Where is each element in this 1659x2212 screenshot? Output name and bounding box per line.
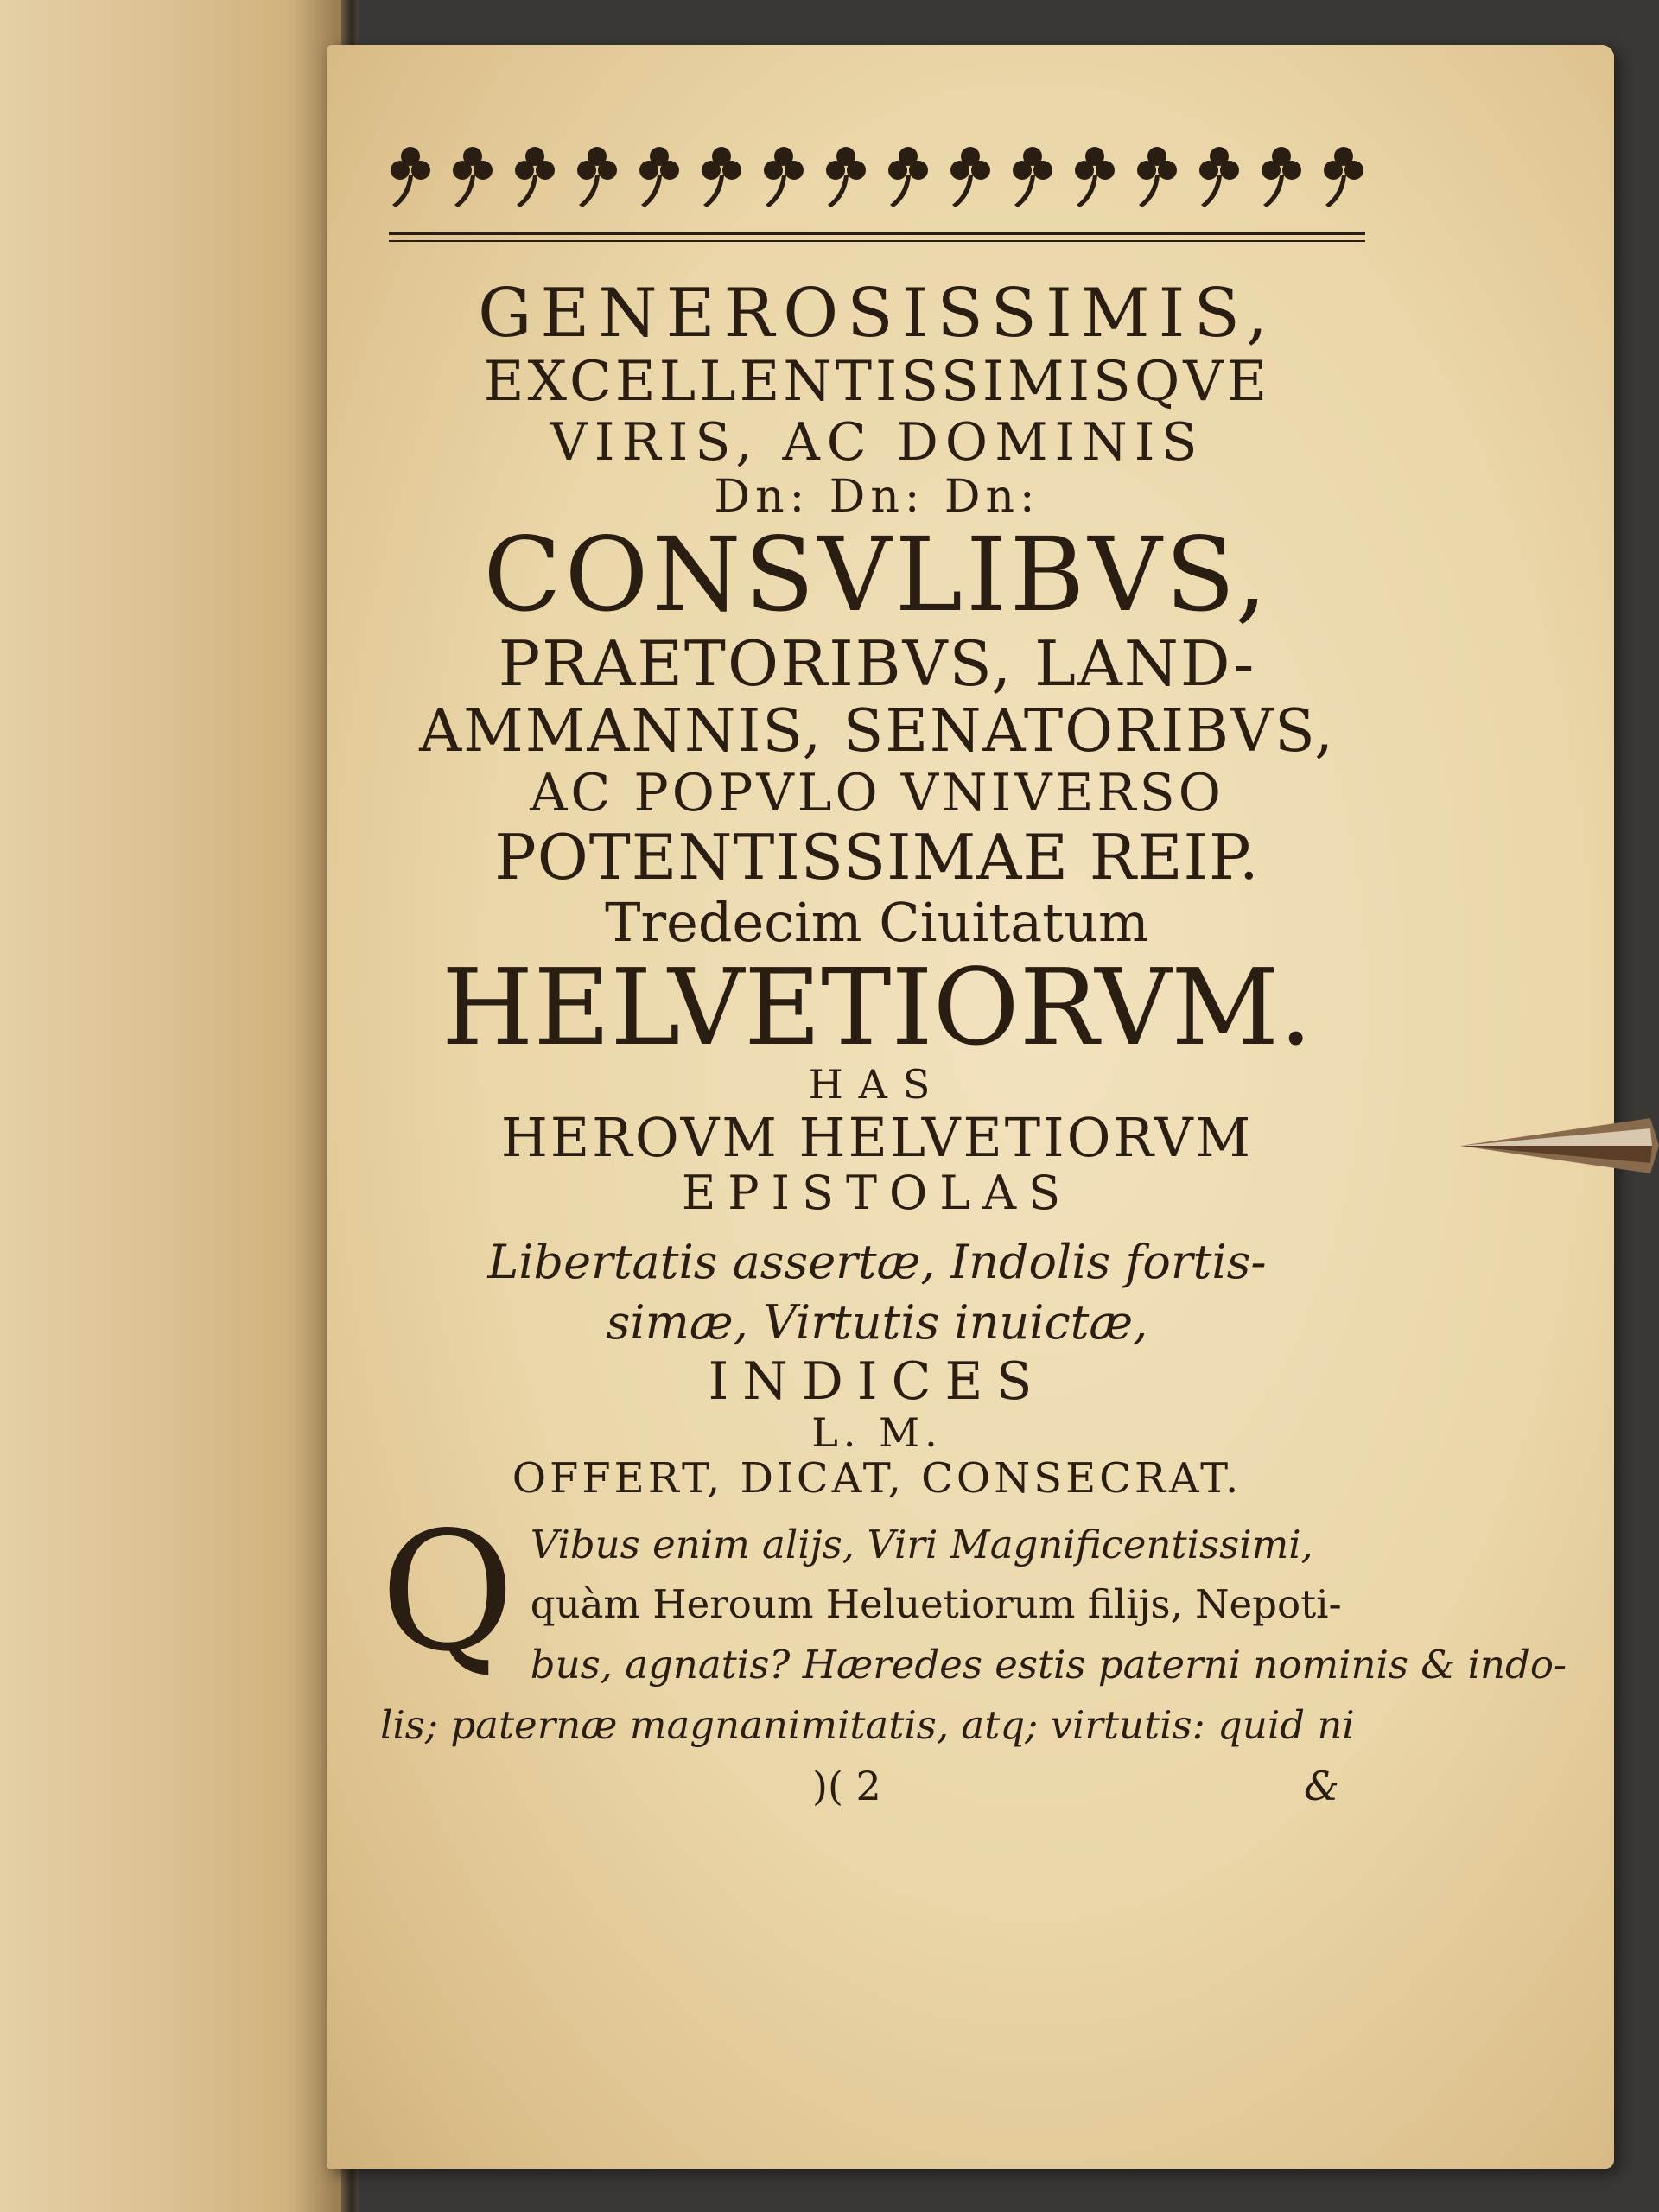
italic-line: simæ, Virtutis inuictæ,: [606, 1295, 1148, 1351]
clover-ornament-icon: [448, 143, 498, 212]
clover-ornament-icon: [385, 143, 435, 212]
body-line: Vibus enim alijs, Viri Magnificentissimi,: [530, 1521, 1313, 1567]
left-blank-page: [0, 0, 346, 2212]
initials-line: L. M.: [811, 1409, 943, 1457]
title-line: PRAETORIBVS, LAND-: [498, 627, 1256, 701]
clover-ornament-icon: [634, 143, 684, 212]
clover-ornament-icon: [696, 143, 747, 212]
clover-ornament-icon: [510, 143, 560, 212]
drop-cap: Q: [380, 1496, 515, 1688]
clover-ornament-icon: [945, 143, 995, 212]
clover-ornament-icon: [572, 143, 622, 212]
clover-ornament-icon: [1070, 143, 1120, 212]
title-line: CONSVLIBVS,: [483, 515, 1271, 635]
body-line: bus, agnatis? Hæredes estis paterni nominis & indo-: [530, 1642, 1567, 1688]
title-line: EPISTOLAS: [681, 1166, 1073, 1221]
title-line: AC POPVLO VNIVERSO: [530, 763, 1224, 824]
title-line: AMMANNIS, SENATORIBVS,: [419, 696, 1335, 766]
title-line: Tredecim Ciuitatum: [605, 890, 1149, 954]
clover-ornament-border: [380, 130, 1374, 225]
clover-ornament-icon: [1319, 143, 1369, 212]
clover-ornament-icon: [1256, 143, 1306, 212]
offert-line: OFFERT, DICAT, CONSECRAT.: [512, 1453, 1243, 1503]
ornament-rule: [389, 232, 1365, 242]
title-line: EXCELLENTISSIMISQVE: [483, 350, 1271, 415]
signature-mark: )( 2: [812, 1762, 881, 1809]
body-line: lis; paternæ magnanimitatis, atq; virtutis: quid ni: [380, 1701, 1355, 1748]
body-line: quàm Heroum Heluetiorum filijs, Nepoti-: [530, 1581, 1342, 1628]
title-line: HELVETIORVM.: [441, 946, 1313, 1070]
title-line: POTENTISSIMAE REIP.: [494, 821, 1260, 894]
clover-ornament-icon: [759, 143, 809, 212]
clover-ornament-icon: [1194, 143, 1244, 212]
page-footer: [380, 1763, 1374, 1809]
clover-ornament-icon: [1007, 143, 1058, 212]
dedication-text: [380, 1496, 1567, 1756]
page-content: [380, 130, 1567, 1809]
catchword: &: [1304, 1762, 1339, 1809]
italic-line: Libertatis assertæ, Indolis fortis-: [487, 1234, 1267, 1289]
indices-line: INDICES: [708, 1351, 1046, 1413]
title-line: HEROVM HELVETIORVM: [500, 1105, 1254, 1169]
clover-ornament-icon: [1132, 143, 1182, 212]
title-line: VIRIS, AC DOMINIS: [550, 412, 1205, 474]
title-line: HAS: [808, 1061, 946, 1109]
title-line: Dn: Dn: Dn:: [714, 471, 1040, 524]
title-line: GENEROSISSIMIS,: [478, 275, 1276, 353]
metal-bookmark-icon: [1452, 1111, 1659, 1180]
clover-ornament-icon: [883, 143, 933, 212]
clover-ornament-icon: [821, 143, 871, 212]
